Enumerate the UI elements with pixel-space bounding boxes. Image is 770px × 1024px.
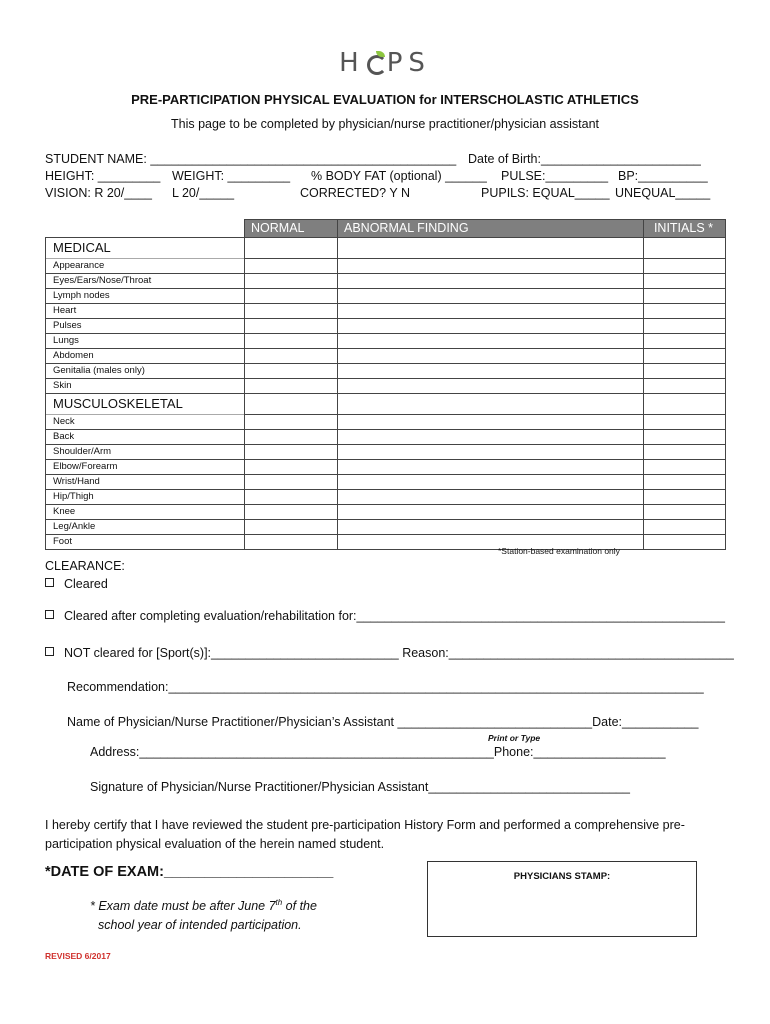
cleared-option[interactable]: [45, 577, 108, 591]
item-label: Wrist/Hand: [46, 475, 245, 490]
logo: [0, 48, 770, 78]
table-row: [46, 289, 726, 304]
recommendation-field[interactable]: Recommendation:_____________________________________________________________________________: [67, 680, 704, 694]
revised-note: REVISED 6/2017: [45, 951, 111, 961]
normal-cell[interactable]: [245, 238, 338, 259]
item-label: Neck: [46, 415, 245, 430]
table-row: [46, 490, 726, 505]
dob-field[interactable]: Date of Birth:_______________________: [468, 152, 701, 166]
certification-statement: I hereby certify that I have reviewed the student pre-participation History Form and performed a comprehensive pre-participation physical evaluation of the herein named student.: [45, 818, 685, 851]
initials-cell[interactable]: [644, 334, 726, 349]
initials-cell[interactable]: [644, 238, 726, 259]
station-footnote: *Station-based examination only: [498, 546, 620, 556]
abnormal-cell[interactable]: [338, 304, 644, 319]
table-row: [46, 505, 726, 520]
not-cleared-label: NOT cleared for [Sport(s)]:___________________________ Reason:_________________________________________: [64, 646, 734, 660]
initials-cell[interactable]: [644, 505, 726, 520]
vision-right-field[interactable]: VISION: R 20/____: [45, 186, 153, 200]
normal-cell[interactable]: [245, 274, 338, 289]
student-name-field[interactable]: STUDENT NAME: ____________________________________________: [45, 152, 457, 166]
address-field[interactable]: Address:___________________________________________________Phone:___________________: [90, 745, 666, 759]
checkbox-icon[interactable]: [45, 578, 54, 587]
item-label: Lungs: [46, 334, 245, 349]
normal-cell[interactable]: [245, 430, 338, 445]
table-row: [46, 364, 726, 379]
initials-cell[interactable]: [644, 274, 726, 289]
abnormal-cell[interactable]: [338, 490, 644, 505]
table-row: [46, 475, 726, 490]
clearance-heading: CLEARANCE:: [45, 559, 125, 573]
normal-cell[interactable]: [245, 445, 338, 460]
item-label: Foot: [46, 535, 245, 550]
normal-cell[interactable]: [245, 304, 338, 319]
header-abnormal-finding: ABNORMAL FINDING: [338, 220, 644, 238]
height-field[interactable]: HEIGHT: _________: [45, 169, 161, 183]
item-label: Appearance: [46, 259, 245, 274]
initials-cell[interactable]: [644, 490, 726, 505]
table-row: [46, 319, 726, 334]
item-label: Pulses: [46, 319, 245, 334]
normal-cell[interactable]: [245, 319, 338, 334]
item-label: Hip/Thigh: [46, 490, 245, 505]
section-label: MEDICAL: [46, 238, 245, 259]
initials-cell[interactable]: [644, 445, 726, 460]
table-row: [46, 349, 726, 364]
section-label: MUSCULOSKELETAL: [46, 394, 245, 415]
item-label: Leg/Ankle: [46, 520, 245, 535]
item-label: Lymph nodes: [46, 289, 245, 304]
body-fat-field[interactable]: % BODY FAT (optional) ______: [311, 169, 487, 183]
item-label: Shoulder/Arm: [46, 445, 245, 460]
item-label: Abdomen: [46, 349, 245, 364]
normal-cell[interactable]: [245, 415, 338, 430]
logo-text-right: PS: [386, 48, 431, 78]
normal-cell[interactable]: [245, 334, 338, 349]
abnormal-cell[interactable]: [338, 238, 644, 259]
initials-cell[interactable]: [644, 304, 726, 319]
abnormal-cell[interactable]: [338, 274, 644, 289]
initials-cell[interactable]: [644, 415, 726, 430]
signature-field[interactable]: Signature of Physician/Nurse Practitioner/Physician Assistant_____________________________: [90, 780, 630, 794]
normal-cell[interactable]: [245, 259, 338, 274]
physician-stamp-box[interactable]: [427, 861, 697, 937]
table-row: [46, 379, 726, 394]
exam-note-line1b: of the: [282, 899, 317, 914]
item-label: Heart: [46, 304, 245, 319]
abnormal-cell[interactable]: [338, 394, 644, 415]
normal-cell[interactable]: [245, 490, 338, 505]
normal-cell[interactable]: [245, 505, 338, 520]
normal-cell[interactable]: [245, 475, 338, 490]
initials-cell[interactable]: [644, 430, 726, 445]
section-row-musculoskeletal: [46, 394, 726, 415]
item-label: Knee: [46, 505, 245, 520]
abnormal-cell[interactable]: [338, 379, 644, 394]
checkbox-icon[interactable]: [45, 647, 54, 656]
normal-cell[interactable]: [245, 535, 338, 550]
header-initials: INITIALS *: [644, 220, 726, 238]
abnormal-cell[interactable]: [338, 505, 644, 520]
exam-note-line1a: * Exam date must be after June 7: [90, 899, 276, 914]
cleared-after-label: Cleared after completing evaluation/rehabilitation for:_____________________________________________________: [64, 609, 725, 623]
section-row-medical: [46, 238, 726, 259]
item-label: Skin: [46, 379, 245, 394]
not-cleared-option[interactable]: [45, 646, 734, 660]
physician-name-field[interactable]: Name of Physician/Nurse Practitioner/Physician’s Assistant ____________________________Date:___________: [67, 715, 699, 729]
item-label: Elbow/Forearm: [46, 460, 245, 475]
normal-cell[interactable]: [245, 460, 338, 475]
checkbox-icon[interactable]: [45, 610, 54, 619]
initials-cell[interactable]: [644, 349, 726, 364]
abnormal-cell[interactable]: [338, 415, 644, 430]
abnormal-cell[interactable]: [338, 430, 644, 445]
date-of-exam-field[interactable]: *DATE OF EXAM:_____________________: [45, 864, 334, 880]
table-row: [46, 259, 726, 274]
header-blank: [46, 220, 245, 238]
exam-note-sup: th: [275, 898, 283, 907]
initials-cell[interactable]: [644, 364, 726, 379]
pulse-field[interactable]: PULSE:_________: [501, 169, 609, 183]
stamp-label: PHYSICIANS STAMP:: [513, 871, 611, 882]
normal-cell[interactable]: [245, 349, 338, 364]
abnormal-cell[interactable]: [338, 460, 644, 475]
initials-cell[interactable]: [644, 379, 726, 394]
initials-cell[interactable]: [644, 259, 726, 274]
abnormal-cell[interactable]: [338, 349, 644, 364]
table-row: [46, 274, 726, 289]
abnormal-cell[interactable]: [338, 259, 644, 274]
normal-cell[interactable]: [245, 394, 338, 415]
initials-cell[interactable]: [644, 535, 726, 550]
initials-cell[interactable]: [644, 289, 726, 304]
corrected-field[interactable]: CORRECTED? Y N: [300, 186, 410, 200]
logo-text-left: H: [339, 48, 365, 78]
initials-cell[interactable]: [644, 475, 726, 490]
abnormal-cell[interactable]: [338, 319, 644, 334]
exam-table: [45, 219, 726, 550]
form-subtitle: This page to be completed by physician/nurse practitioner/physician assistant: [170, 117, 599, 131]
cleared-after-option[interactable]: [45, 609, 725, 623]
table-row: [46, 415, 726, 430]
abnormal-cell[interactable]: [338, 475, 644, 490]
table-row: [46, 445, 726, 460]
abnormal-cell[interactable]: [338, 364, 644, 379]
vision-left-field[interactable]: L 20/_____: [172, 186, 235, 200]
normal-cell[interactable]: [245, 289, 338, 304]
pupils-unequal-field[interactable]: UNEQUAL_____: [615, 186, 711, 200]
table-row: [46, 460, 726, 475]
item-label: Genitalia (males only): [46, 364, 245, 379]
normal-cell[interactable]: [245, 364, 338, 379]
table-row: [46, 520, 726, 535]
initials-cell[interactable]: [644, 520, 726, 535]
print-or-type-hint: Print or Type: [488, 733, 541, 743]
initials-cell[interactable]: [644, 319, 726, 334]
table-row: [46, 334, 726, 349]
abnormal-cell[interactable]: [338, 520, 644, 535]
exam-note-line2: school year of intended participation.: [98, 918, 302, 933]
header-normal: NORMAL: [245, 220, 338, 238]
logo-leaf-icon: [367, 51, 385, 73]
abnormal-cell[interactable]: [338, 289, 644, 304]
item-label: Back: [46, 430, 245, 445]
table-row: [46, 430, 726, 445]
bp-field[interactable]: BP:__________: [618, 169, 708, 183]
form-title: PRE-PARTICIPATION PHYSICAL EVALUATION for INTERSCHOLASTIC ATHLETICS: [131, 92, 639, 107]
item-label: Eyes/Ears/Nose/Throat: [46, 274, 245, 289]
initials-cell[interactable]: [644, 460, 726, 475]
cleared-label: Cleared: [64, 577, 108, 591]
table-row: [46, 535, 726, 550]
initials-cell[interactable]: [644, 394, 726, 415]
normal-cell[interactable]: [245, 379, 338, 394]
abnormal-cell[interactable]: [338, 445, 644, 460]
normal-cell[interactable]: [245, 520, 338, 535]
table-header-row: [46, 220, 726, 238]
pupils-equal-field[interactable]: PUPILS: EQUAL_____: [481, 186, 610, 200]
abnormal-cell[interactable]: [338, 334, 644, 349]
exam-date-note: [90, 893, 317, 935]
table-row: [46, 304, 726, 319]
weight-field[interactable]: WEIGHT: _________: [172, 169, 291, 183]
